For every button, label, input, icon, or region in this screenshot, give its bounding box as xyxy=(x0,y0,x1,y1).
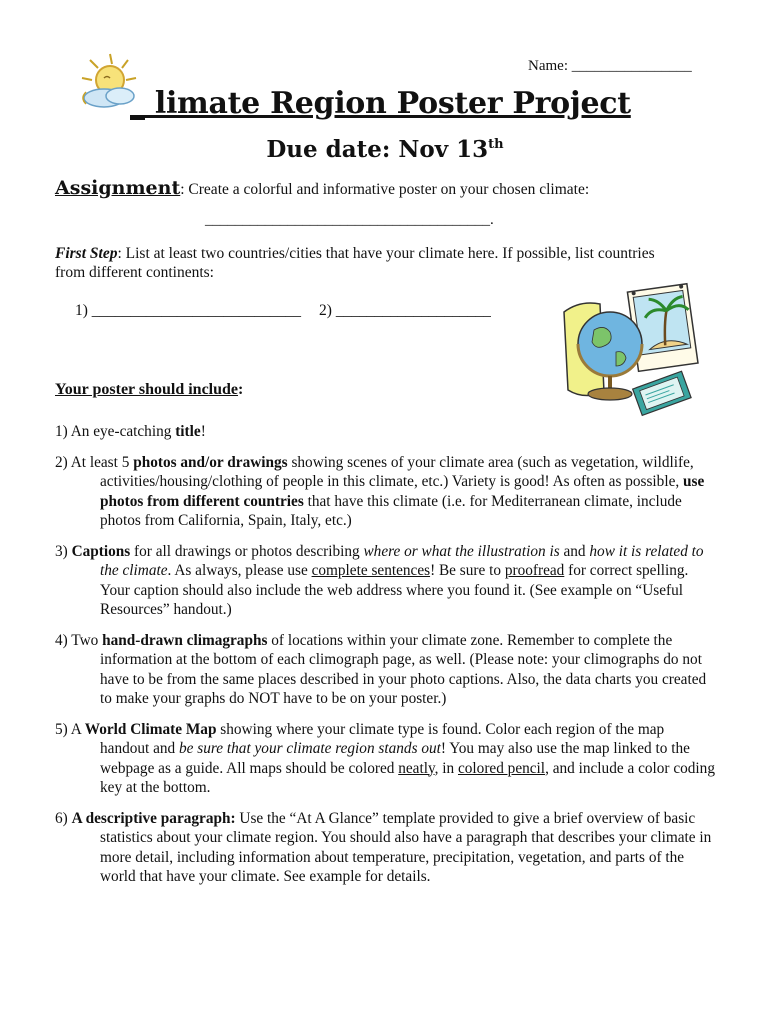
item-text: 1) An eye-catching xyxy=(55,423,176,440)
item-text: , and include a color coding key at the bottom. xyxy=(100,759,715,796)
item-text: 3) xyxy=(55,542,72,560)
item-text: ! xyxy=(200,423,206,440)
item-text: 2) At least 5 xyxy=(55,453,134,471)
item-text: Use the “At A Glance” template provided to give a brief overview of basic statistics about your climate region. You should also have a paragraph that describes your climate in more detail, including information about temperature, precipitation, vegetation, and parts of the world that have your climate. See example for details. xyxy=(100,809,712,885)
list-item xyxy=(55,720,715,798)
item-underline: proofread xyxy=(504,562,565,579)
item-text: ! You may also use the map linked to the webpage as a guide. All maps should be colored xyxy=(100,740,690,777)
due-date-text: Due date: Nov 13 xyxy=(266,136,489,163)
due-date-suffix: th xyxy=(488,137,504,152)
item-bold: hand-drawn climagraphs xyxy=(102,631,268,649)
item-text: showing scenes of your climate area (such as vegetation, wildlife, activities/housing/clothing of people in this climate, etc.) Variety is good! As often as possible, xyxy=(100,453,694,490)
item-underline: complete sentences xyxy=(311,562,431,579)
item-bold: World Climate Map xyxy=(84,720,217,738)
globe-map-icon xyxy=(560,282,700,422)
item-text: showing where your climate type is found. Color each region of the map handout and xyxy=(100,720,665,757)
item-text: 6) xyxy=(55,809,72,827)
item-bold: A descriptive paragraph: xyxy=(71,809,236,827)
item-text: that have this climate (i.e. for Mediterranean climate, include photos from California, Spain, Italy, etc.) xyxy=(100,492,682,529)
first-step xyxy=(55,244,655,282)
item-text: . As always, please use xyxy=(167,562,312,579)
item-italic: how it is related to the climate xyxy=(100,542,704,579)
country-blanks xyxy=(75,302,491,320)
item-bold: title xyxy=(175,423,201,440)
item-text: 5) A xyxy=(55,720,85,738)
climate-blank: ______________________________________. xyxy=(205,212,494,228)
list-item xyxy=(55,809,715,887)
item-text: 4) Two xyxy=(55,631,103,649)
item-bold: photos and/or drawings xyxy=(133,453,288,471)
item-text: ! Be sure to xyxy=(430,562,505,579)
poster-heading-text: Your poster should include xyxy=(55,381,239,398)
assignment-label: Assignment xyxy=(55,177,181,199)
item-underline: colored pencil xyxy=(457,759,546,777)
first-step-text: : List at least two countries/cities that have your climate here. If possible, list countries from different continents: xyxy=(55,245,655,281)
list-item xyxy=(55,453,715,531)
item-bold: Captions xyxy=(71,542,131,560)
item-underline: neatly xyxy=(398,759,435,777)
item-text: and xyxy=(559,542,590,560)
name-field-label: Name: ________________ xyxy=(528,58,692,74)
due-date xyxy=(0,136,770,163)
item-bold: use photos from different countries xyxy=(100,473,705,510)
country-blank-2: 2) ____________________ xyxy=(319,302,491,319)
item-text: , in xyxy=(434,759,458,777)
poster-requirements-heading xyxy=(55,381,243,399)
page-title: _ limate Region Poster Project xyxy=(130,86,631,121)
first-step-label: First Step xyxy=(55,245,118,262)
poster-heading-colon: : xyxy=(238,381,244,398)
assignment-text: : Create a colorful and informative poster on your chosen climate: xyxy=(180,181,590,198)
item-italic: where or what the illustration is xyxy=(363,542,560,560)
assignment-line xyxy=(55,177,589,199)
list-item xyxy=(55,542,715,620)
item-text: of locations within your climate zone. Remember to complete the information at the bottom of each climograph page, as well. (Please note: your climographs do not have to be from the same places described in your photo captions. Also, the data charts you created to make your graphs do NOT have to be on your poster.) xyxy=(100,631,707,707)
item-italic: be sure that your climate region stands out xyxy=(179,740,441,757)
country-blank-1: 1) ___________________________ xyxy=(75,302,302,319)
requirements-list xyxy=(55,422,715,898)
list-item xyxy=(55,422,715,442)
list-item xyxy=(55,631,715,709)
item-text: for correct spelling. Your caption should also include the web address where you found it. (See example on “Useful Resources” handout.) xyxy=(100,562,689,618)
item-text: for all drawings or photos describing xyxy=(130,542,364,560)
